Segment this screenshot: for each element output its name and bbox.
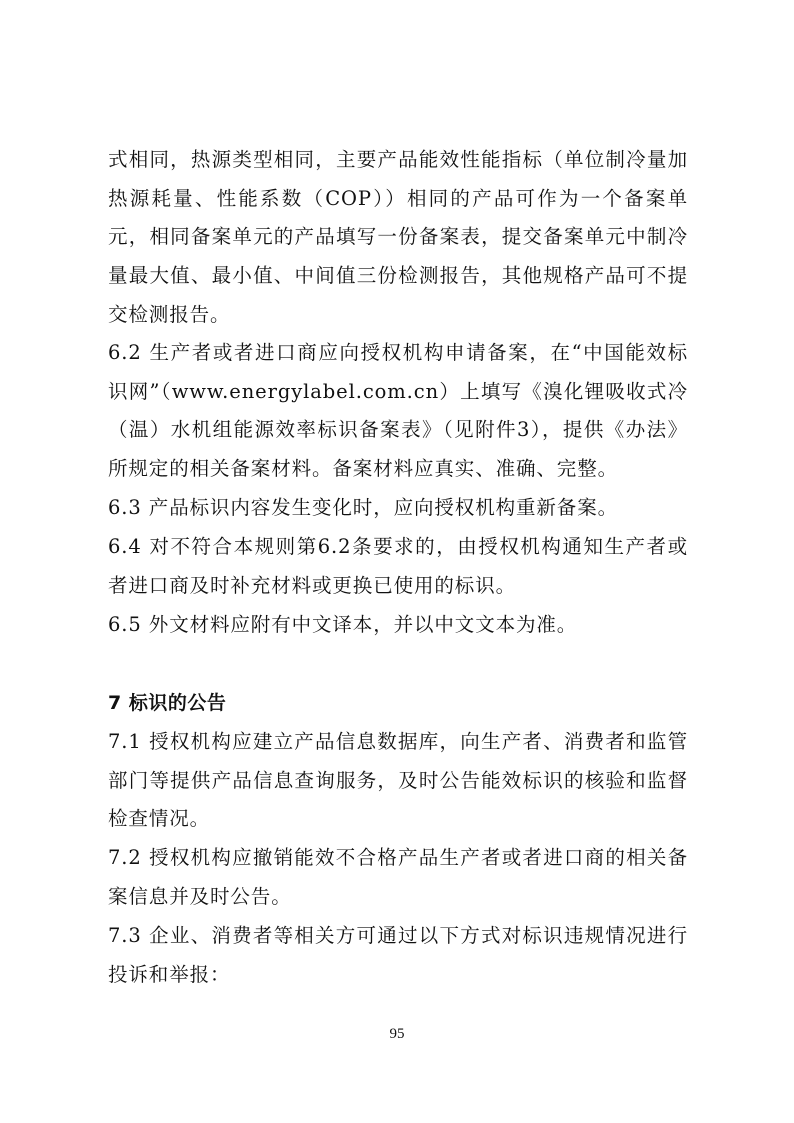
page-number: 95 <box>389 1026 405 1042</box>
section-heading-7: 7 标识的公告 <box>108 692 227 714</box>
paragraph-6-3: 6.3 产品标识内容发生变化时，应向授权机构重新备案。 <box>108 496 619 519</box>
paragraph-7-3: 7.3 企业、消费者等相关方可通过以下方式对标识违规情况进行投诉和举报： <box>108 924 688 986</box>
paragraph-6-1-continuation: 式相同，热源类型相同，主要产品能效性能指标（单位制冷量加热源耗量、性能系数（COP））相同的产品可作为一个备案单元，相同备案单元的产品填写一份备案表，提交备案单元中制冷量最大值、最小值、中间值三份检测报告，其他规格产品可不提交检测报告。 <box>108 148 688 326</box>
paragraph-6-5: 6.5 外文材料应附有中文译本，并以中文文本为准。 <box>108 613 578 636</box>
paragraph-6-4: 6.4 对不符合本规则第6.2条要求的，由授权机构通知生产者或者进口商及时补充材料或更换已使用的标识。 <box>108 535 688 597</box>
paragraph-6-2: 6.2 生产者或者进口商应向授权机构申请备案，在“中国能效标识网”（www.energylabel.com.cn）上填写《溴化锂吸收式冷（温）水机组能源效率标识备案表》（见附件3），提供《办法》所规定的相关备案材料。备案材料应真实、准确、完整。 <box>108 341 688 481</box>
paragraph-7-2: 7.2 授权机构应撤销能效不合格产品生产者或者进口商的相关备案信息并及时公告。 <box>108 846 688 908</box>
paragraph-7-1: 7.1 授权机构应建立产品信息数据库，向生产者、消费者和监管部门等提供产品信息查询服务，及时公告能效标识的核验和监督检查情况。 <box>108 730 688 831</box>
